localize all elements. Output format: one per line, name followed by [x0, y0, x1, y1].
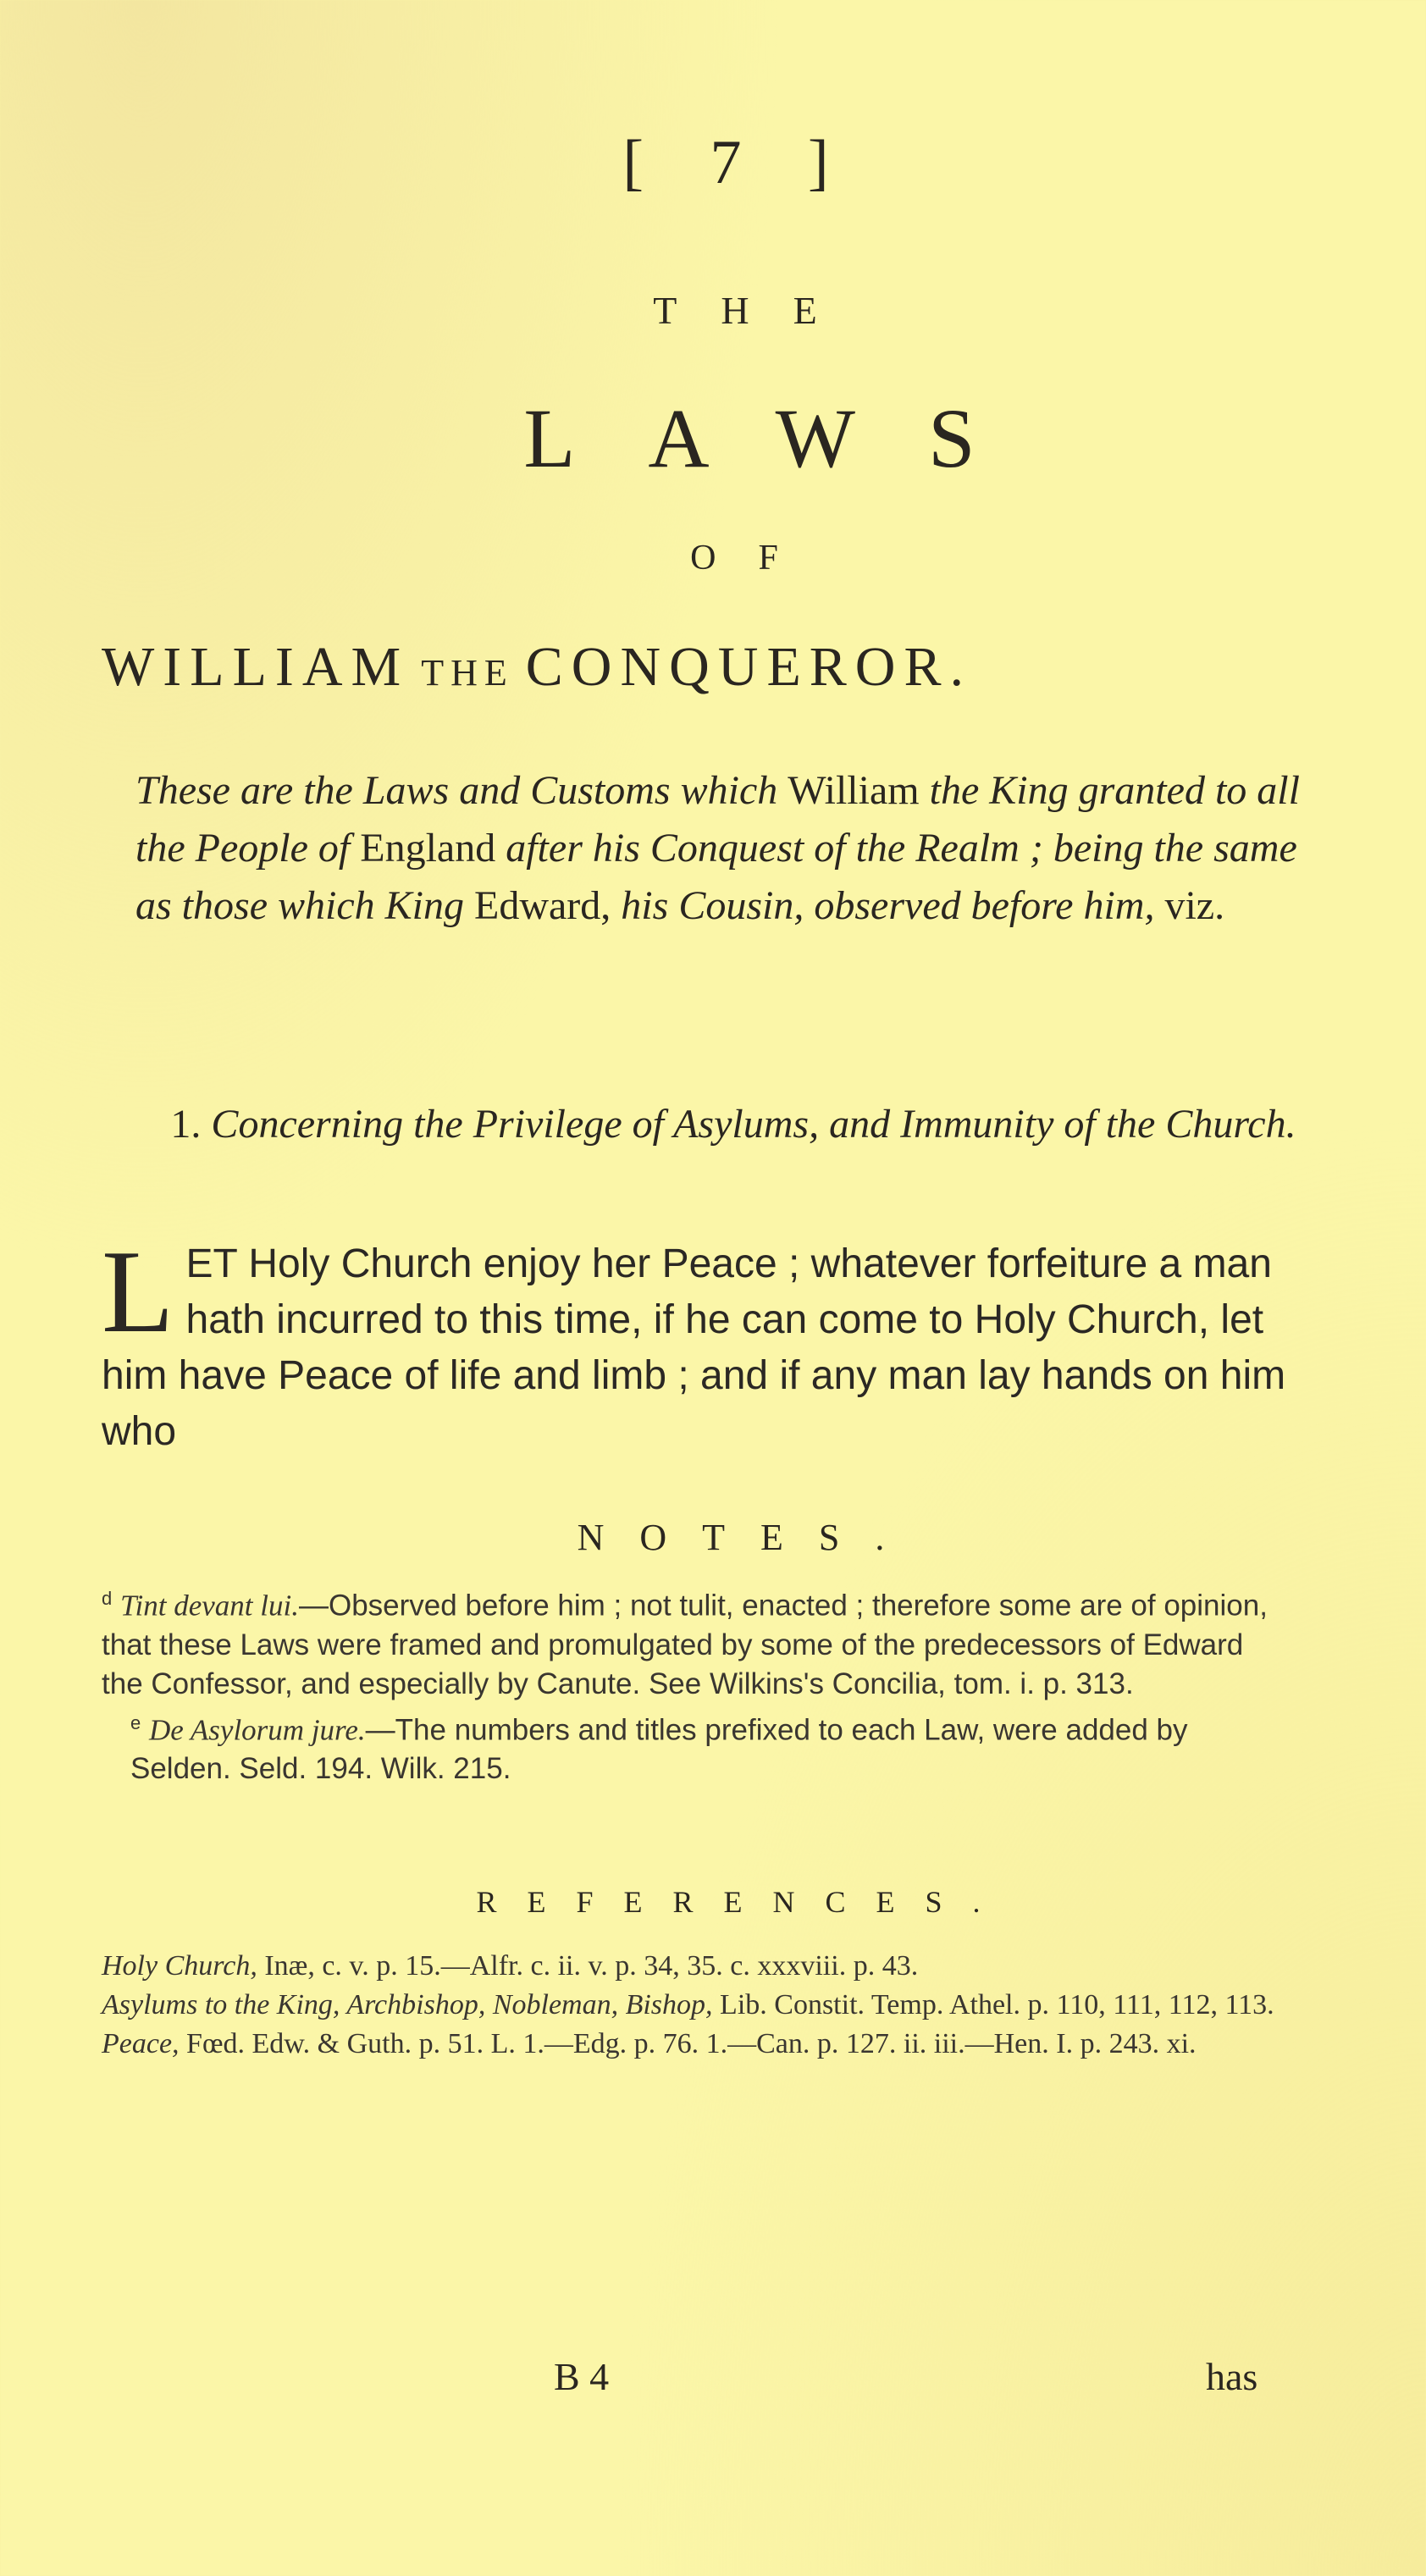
section-title: Concerning the Privilege of Asylums, and Immunity of the Church. — [211, 1102, 1296, 1147]
heading-of: OF — [690, 539, 821, 578]
law-text — [102, 1226, 1287, 1460]
preamble-england: England — [360, 826, 496, 871]
references-title: REFERENCES. — [476, 1885, 1011, 1919]
drop-cap: L — [102, 1226, 174, 1357]
reference-lemma: Asylums to the King, Archbishop, Nobleman, Bishop, — [102, 1989, 713, 2020]
preamble-viz: viz. — [1164, 883, 1225, 928]
reference-item — [102, 2026, 1338, 2063]
section-heading — [124, 1097, 1343, 1153]
note-text: —Observed before him ; not tulit, enacted ; therefore some are of opinion, that these Laws were framed and promulgated by some of the predecessors of Edward the Confessor, and especially by Canute. See Wilkins's Concilia, tom. i. p. 313. — [102, 1589, 1268, 1700]
reference-item — [102, 1948, 1338, 1985]
catchword: has — [1206, 2355, 1258, 2398]
reference-lemma: Peace, — [102, 2028, 180, 2059]
law-text-body: ET Holy Church enjoy her Peace ; whatever forfeiture a man hath incurred to this time, if he can come to Holy Church, let him have Peace of life and limb ; and if any man lay hands on him who — [102, 1241, 1286, 1454]
reference-lemma: Holy Church, — [102, 1950, 257, 1982]
note-lemma: Tint devant lui. — [119, 1589, 299, 1622]
signature-mark: B 4 — [554, 2355, 610, 2398]
heading-the: THE — [653, 289, 861, 332]
note-lemma: De Asylorum jure. — [148, 1713, 366, 1747]
preamble-part1: These are the Laws and Customs which — [135, 768, 778, 813]
preamble-william: William — [788, 768, 920, 813]
king-title — [102, 635, 1355, 699]
reference-text: Fœd. Edw. & Guth. p. 51. L. 1.—Edg. p. 76. 1.—Can. p. 127. ii. iii.—Hen. I. p. 243. xi. — [186, 2028, 1197, 2059]
king-epithet: CONQUEROR. — [525, 636, 972, 698]
section-number: 1. — [170, 1102, 202, 1147]
note-mark: d — [102, 1588, 113, 1609]
notes-title: NOTES. — [577, 1517, 920, 1558]
note-item — [102, 1704, 1287, 1789]
references — [102, 1948, 1338, 2065]
preamble-edward: Edward, — [474, 883, 611, 928]
preamble-part2: the King granted to all the People of — [135, 768, 1300, 871]
preamble-part3: after his Conquest of the Realm ; being the same as those which King — [135, 826, 1297, 928]
reference-text: Lib. Constit. Temp. Athel. p. 110, 111, 112, 113. — [720, 1989, 1274, 2020]
preamble-part4: his Cousin, observed before him, — [621, 883, 1155, 928]
note-mark: e — [130, 1711, 141, 1733]
king-the: THE — [421, 652, 514, 694]
notes — [102, 1579, 1287, 1788]
reference-text: Inæ, c. v. p. 15.—Alfr. c. ii. v. p. 34, 35. c. xxxviii. p. 43. — [264, 1950, 919, 1982]
note-item — [102, 1579, 1287, 1704]
heading-laws: LAWS — [523, 391, 1048, 485]
reference-item — [102, 1987, 1338, 2024]
page-number: [ 7 ] — [622, 128, 854, 197]
note-text: —The numbers and titles prefixed to each Law, were added by Selden. Seld. 194. Wilk. 215. — [130, 1713, 1188, 1786]
king-name: WILLIAM — [102, 636, 410, 698]
preamble — [135, 762, 1321, 935]
